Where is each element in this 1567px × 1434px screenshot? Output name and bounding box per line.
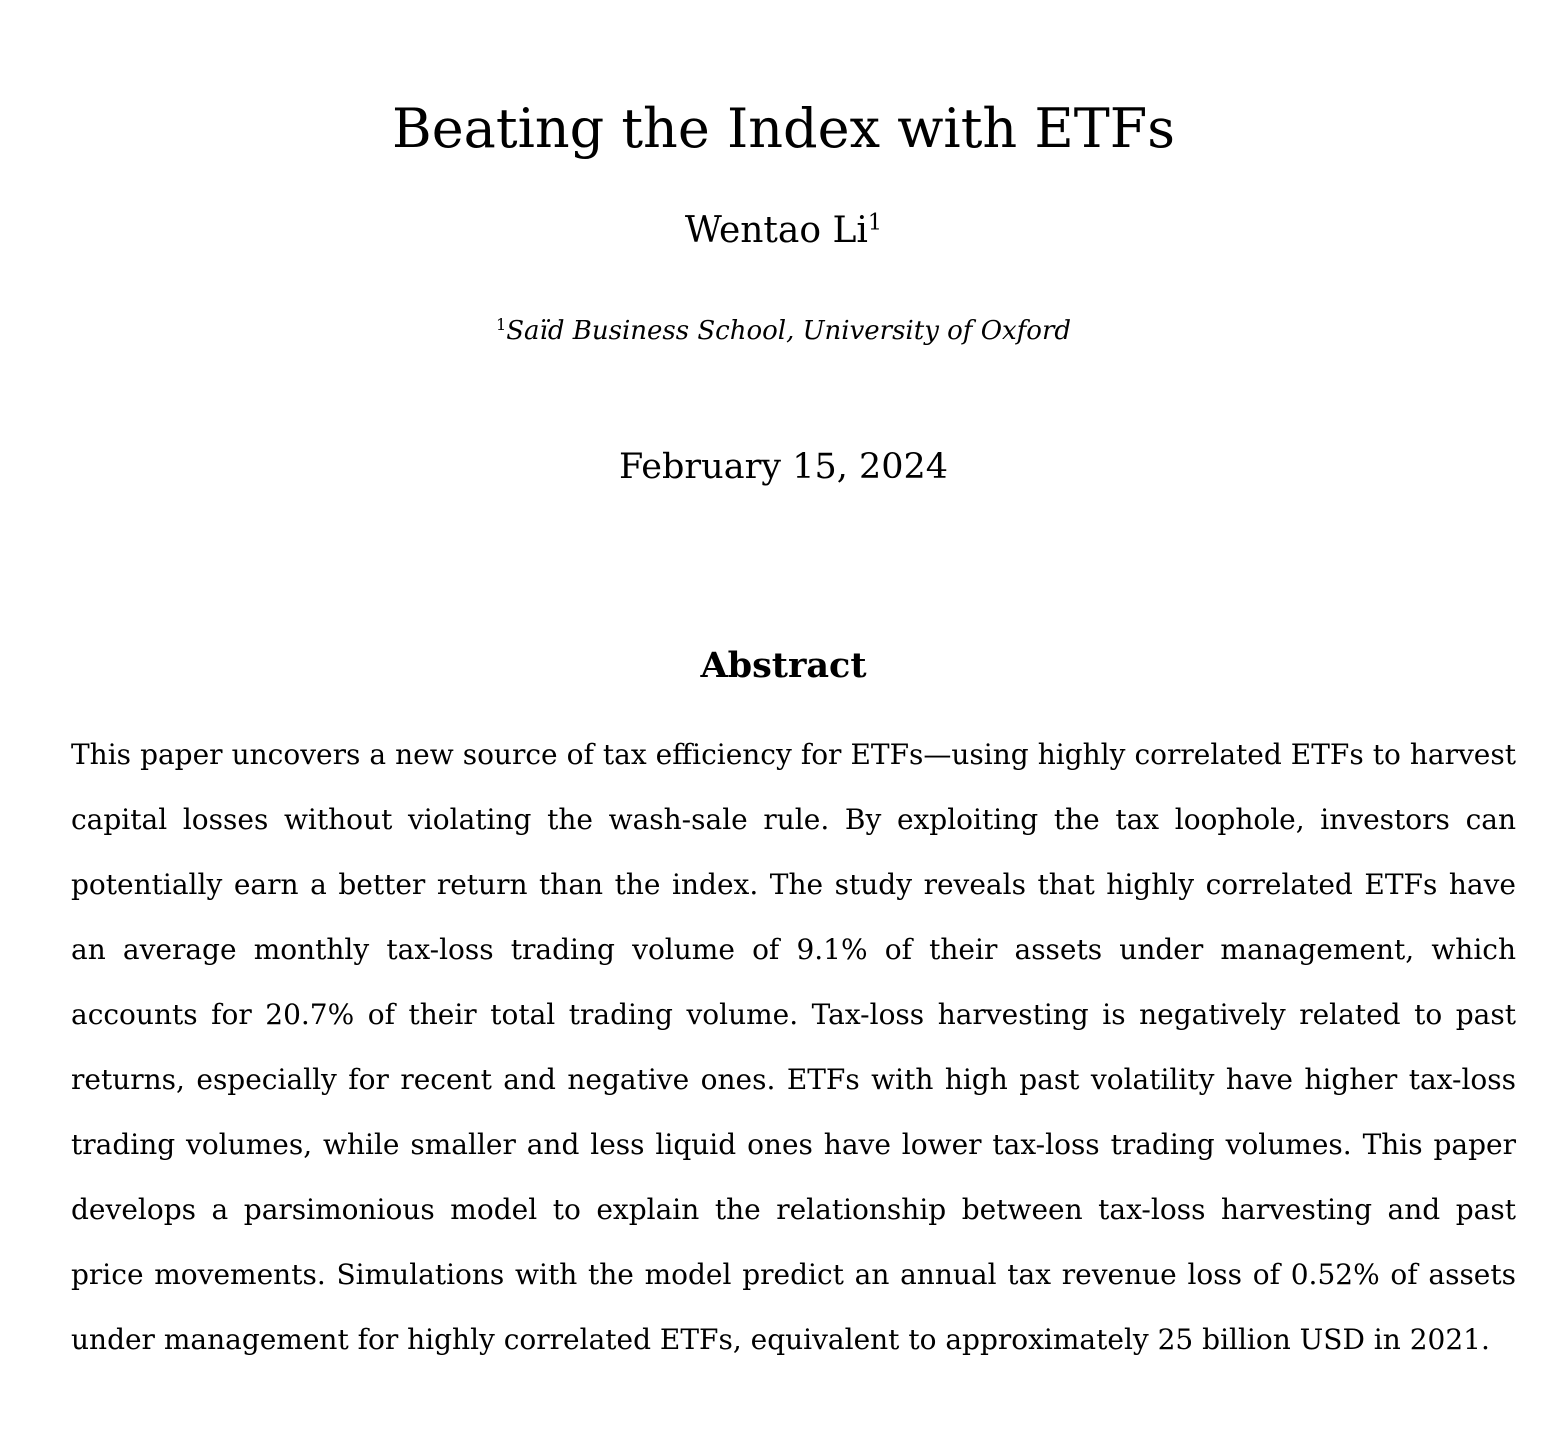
author-name: Wentao Li: [684, 210, 868, 251]
paper-date: February 15, 2024: [618, 447, 949, 487]
author-line: [0, 206, 1567, 256]
paper-title: Beating the Index with ETFs: [392, 97, 1175, 161]
abstract-text: This paper uncovers a new source of tax efficiency for ETFs—using highly correlated ETFs to harvest capital losses without violating the wash-sale rule. By exploiting the tax loophole, investors can potentially earn a better return than the index. The study reveals that highly correlated ETFs have an average monthly tax-loss trading volume of 9.1% of their assets under management, which accounts for 20.7% of their total trading volume. Tax-loss harvesting is negatively related to past returns, especially for recent and negative ones. ETFs with high past volatility have higher tax-loss trading volumes, while smaller and less liquid ones have lower tax-loss trading volumes. This paper develops a parsimonious model to explain the relationship between tax-loss harvesting and past price movements. Simulations with the model predict an annual tax revenue loss of 0.52% of assets under management for highly correlated ETFs, equivalent to approximately 25 billion USD in 2021.: [71, 738, 1516, 1356]
affiliation-mark: 1: [495, 315, 507, 335]
affiliation-line: [0, 311, 1567, 351]
affiliation-text: Saïd Business School, University of Oxford: [506, 316, 1072, 346]
author-affiliation-mark: 1: [867, 209, 883, 236]
abstract-heading: Abstract: [700, 645, 867, 687]
